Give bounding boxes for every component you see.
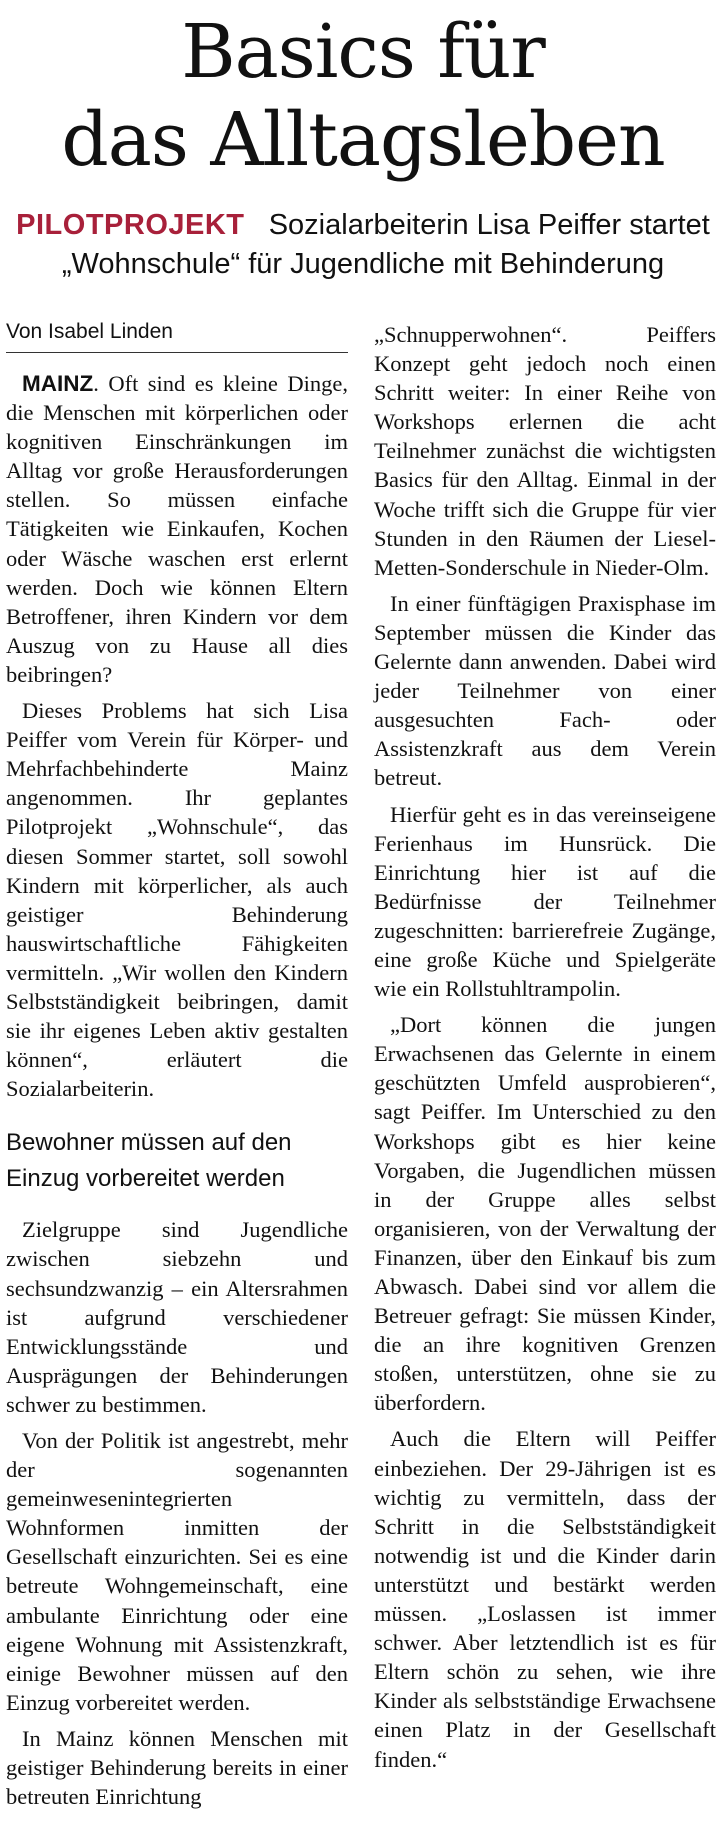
headline-line-1: Basics für xyxy=(181,9,545,95)
dateline: MAINZ xyxy=(22,371,94,396)
deck-line-2: „Wohnschule“ für Jugendliche mit Behinderung xyxy=(61,248,665,280)
deck-line-1 xyxy=(0,206,726,245)
deck xyxy=(0,206,726,284)
paragraph-text: . Oft sind es kleine Dinge, die Menschen mit körperlichen oder kognitiven Einschränkungen im Alltag vor große Herausforderungen stellen. So müssen einfache Tätigkeiten wie Einkaufen, Kochen oder Wäsche waschen erst erlernt werden. Doch wie können Eltern Betroffener, ihren Kindern vor dem Auszug von zu Hause all dies beibringen? xyxy=(6,371,348,687)
paragraph: Hierfür geht es in das vereinseigene Ferienhaus im Hunsrück. Die Einrichtung hier ist auf die Bedürfnisse der Teilnehmer zugeschnitten: barrierefreie Zugänge, eine große Küche und Spielgeräte wie ein Rollstuhltrampolin. xyxy=(374,801,716,1002)
paragraph: In einer fünftägigen Praxisphase im September müssen die Kinder das Gelernte dann anwenden. Dabei wird jeder Teilnehmer von einer ausgesuchten Fach- oder Assistenzkraft aus dem Verein betreut. xyxy=(374,590,716,791)
paragraph: Von der Politik ist angestrebt, mehr der sogenannten gemeinwesenintegrierten Wohnformen inmitten der Gesellschaft einzurichten. Sei es eine betreute Wohngemeinschaft, eine ambulante Einrichtung oder eine eigene Wohnung mit Assistenzkraft, einige Bewohner müssen auf den Einzug vorbereitet werden. xyxy=(6,1428,348,1715)
paragraph: Auch die Eltern will Peiffer einbeziehen. Der 29-Jährigen ist es wichtig zu vermitteln, dass der Schritt in die Selbstständigkeit notwendig ist und die Kinder darin unterstützt und bestärkt werden müssen. „Loslassen ist immer schwer. Aber letztendlich ist es für Eltern schön zu sehen, wie ihre Kinder als selbstständige Erwachsene einen Platz in der Gesellschaft finden.“ xyxy=(374,1426,716,1772)
paragraph: In Mainz können Menschen mit geistiger Behinderung bereits in einer betreuten Einrichtung xyxy=(6,1725,348,1810)
headline xyxy=(0,8,726,184)
paragraph xyxy=(6,369,348,689)
author-byline: Von Isabel Linden xyxy=(6,318,348,353)
subheading-line-2: Einzug vorbereitet werden xyxy=(6,1165,285,1193)
paragraph: Dieses Problems hat sich Lisa Peiffer vom Verein für Körper- und Mehrfachbehinderte Mainz angenommen. Ihr geplantes Pilotprojekt „Wohnschule“, das diesen Sommer startet, soll sowohl Kindern mit körperlicher, als auch geistiger Behinderung hauswirtschaftliche Fähigkeiten vermitteln. „Wir wollen den Kindern Selbstständigkeit beibringen, damit sie ihr eigenes Leben aktiv gestalten können“, erläutert die Sozialarbeiterin. xyxy=(6,698,348,1102)
kicker-label: PILOTPROJEKT xyxy=(16,209,245,241)
paragraph: „Schnupperwohnen“. Peiffers Konzept geht jedoch noch einen Schritt weiter: In einer Reihe von Workshops erlernen die acht Teilnehmer zunächst die wichtigsten Basics für den Alltag. Einmal in der Woche trifft sich die Gruppe für vier Stunden in den Räumen der Liesel-Metten-Sonderschule in Nieder-Olm. xyxy=(374,322,716,580)
paragraph: „Dort können die jungen Erwachsenen das Gelernte in einem geschützten Umfeld ausprobieren“, sagt Peiffer. Im Unterschied zu den Workshops gibt es hier keine Vorgaben, die Jugendlichen müssen in der Gruppe alles selbst organisieren, von der Verwaltung der Finanzen, über den Einkauf bis zum Abwasch. Dabei sind vor allem die Betreuer gefragt: Sie müssen Kinder, die an ihre kognitiven Grenzen stoßen, unterstützen, ohne sie zu überfordern. xyxy=(374,1012,716,1416)
subheading-line-1: Bewohner müssen auf den xyxy=(6,1129,292,1157)
headline-line-2: das Alltagsleben xyxy=(61,97,665,183)
paragraph: Zielgruppe sind Jugendliche zwischen siebzehn und sechsundzwanzig – ein Altersrahmen ist aufgrund verschiedener Entwicklungsstände und Ausprägungen der Behinderungen schwer zu bestimmen. xyxy=(6,1217,348,1417)
right-column xyxy=(374,320,716,1774)
deck-line-1-text: Sozialarbeiterin Lisa Peiffer startet xyxy=(268,209,710,241)
left-column xyxy=(6,318,348,1811)
subheading xyxy=(6,1125,348,1197)
